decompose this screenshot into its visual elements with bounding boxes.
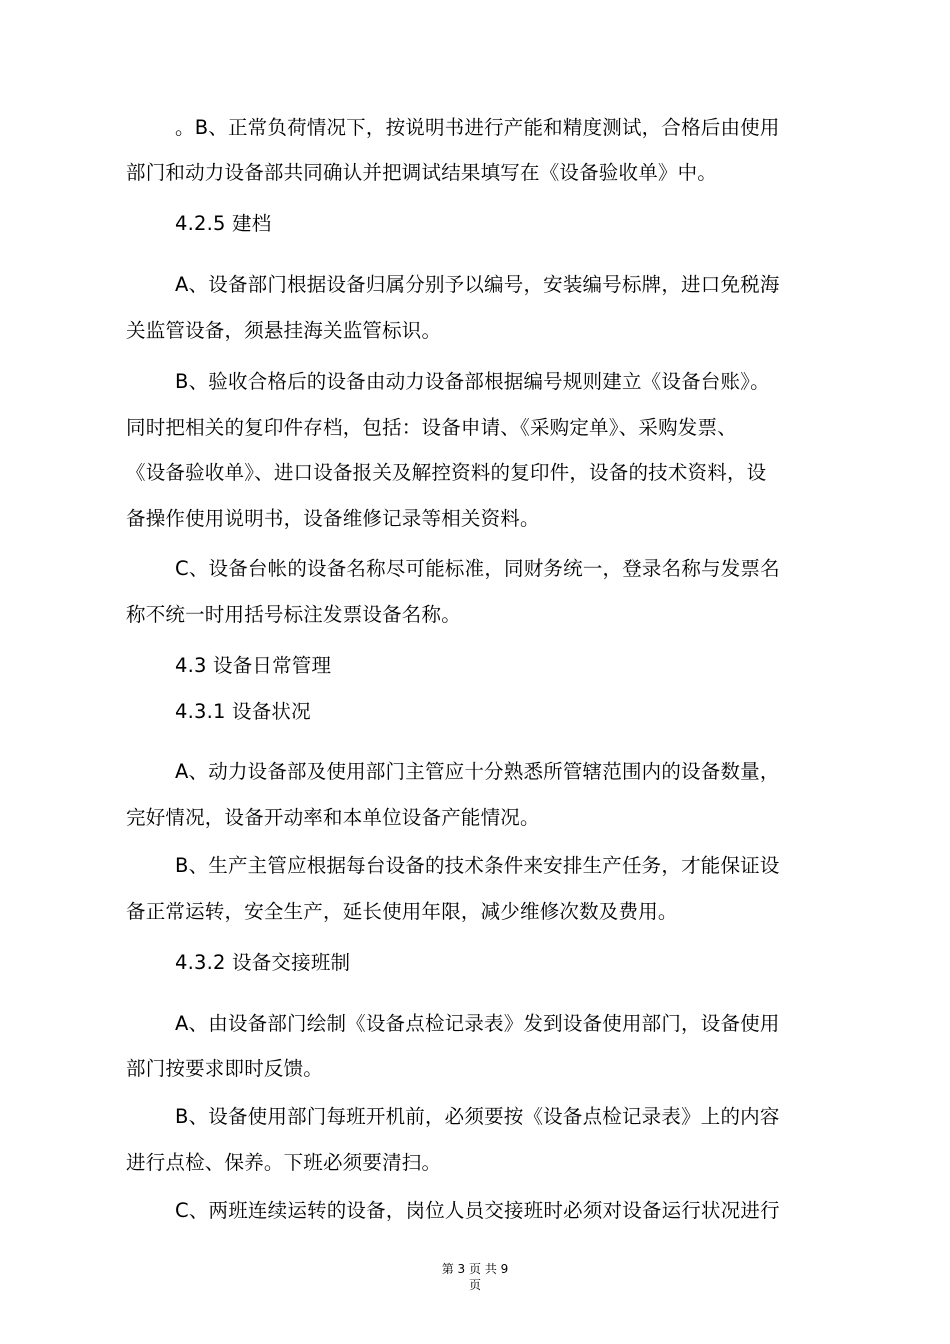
paragraph-line: 《设备验收单》、进口设备报关及解控资料的复印件，设备的技术资料，设 <box>126 461 767 484</box>
section-heading: 4.2.5 建档 <box>175 212 272 235</box>
paragraph-line: 部门和动力设备部共同确认并把调试结果填写在《设备验收单》中。 <box>126 161 718 184</box>
paragraph-line: A、由设备部门绘制《设备点检记录表》发到设备使用部门，设备使用 <box>175 1012 780 1035</box>
paragraph-line: 备操作使用说明书，设备维修记录等相关资料。 <box>126 507 540 530</box>
paragraph-line: A、设备部门根据设备归属分别予以编号，安装编号标牌，进口免税海 <box>175 273 780 296</box>
section-heading: 4.3.2 设备交接班制 <box>175 951 351 974</box>
paragraph-line: 。B、正常负荷情况下，按说明书进行产能和精度测试，合格后由使用 <box>175 116 780 139</box>
paragraph-line: C、设备台帐的设备名称尽可能标准，同财务统一，登录名称与发票名 <box>175 557 780 580</box>
page-number-suffix: 页 <box>468 1278 481 1292</box>
page-number: 第 3 页 共 9 <box>441 1262 509 1276</box>
paragraph-line: B、设备使用部门每班开机前，必须要按《设备点检记录表》上的内容 <box>175 1105 780 1128</box>
paragraph-line: 关监管设备，须悬挂海关监管标识。 <box>126 319 442 342</box>
paragraph-line: 同时把相关的复印件存档，包括：设备申请、《采购定单》、采购发票、 <box>126 416 737 439</box>
section-heading: 4.3.1 设备状况 <box>175 700 311 723</box>
section-heading: 4.3 设备日常管理 <box>175 654 332 677</box>
paragraph-line: 进行点检、保养。下班必须要清扫。 <box>126 1151 442 1174</box>
paragraph-line: A、动力设备部及使用部门主管应十分熟悉所管辖范围内的设备数量， <box>175 760 780 783</box>
paragraph-line: 备正常运转，安全生产，延长使用年限，减少维修次数及费用。 <box>126 900 678 923</box>
paragraph-line: C、两班连续运转的设备，岗位人员交接班时必须对设备运行状况进行 <box>175 1199 780 1222</box>
paragraph-line: 称不统一时用括号标注发票设备名称。 <box>126 603 461 626</box>
paragraph-line: 完好情况，设备开动率和本单位设备产能情况。 <box>126 806 540 829</box>
paragraph-line: B、验收合格后的设备由动力设备部根据编号规则建立《设备台账》。 <box>175 370 770 393</box>
paragraph-line: 部门按要求即时反馈。 <box>126 1057 324 1080</box>
paragraph-line: B、生产主管应根据每台设备的技术条件来安排生产任务，才能保证设 <box>175 854 780 877</box>
